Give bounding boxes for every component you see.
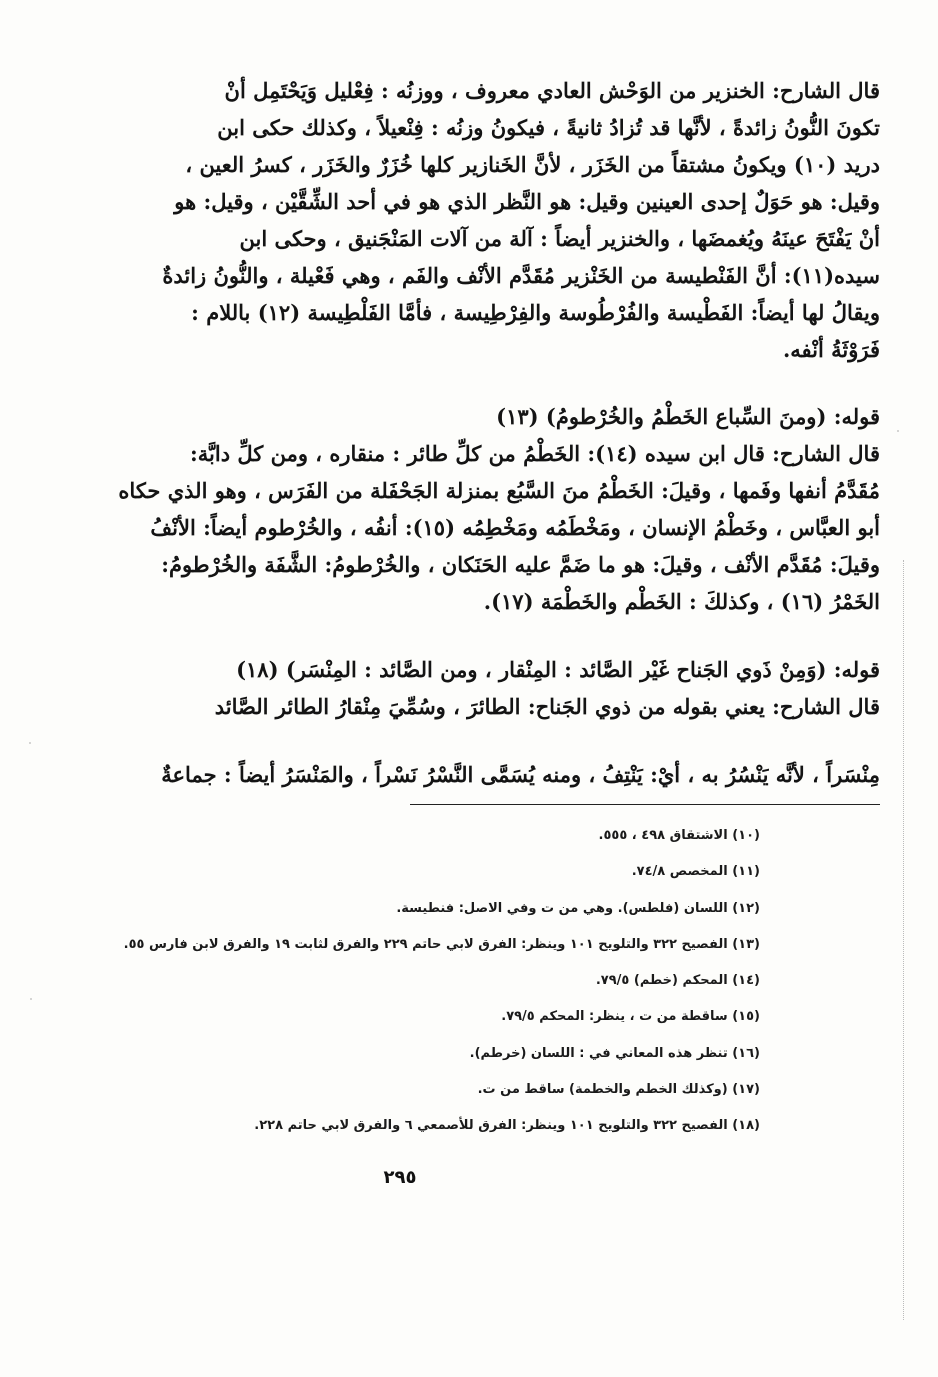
text-line: تكونَ النُّونُ زائدةً ، لأنَّها قد تُزادُ ثانيةً ، فيكونُ وزنُه : فِنْعيلاً ، وكذلك حكى ابن — [217, 115, 880, 140]
footnote: (١٠) الاشتقاق ٤٩٨ ، ٥٥٥. — [598, 828, 760, 843]
footnote: (١٨) الفصيح ٣٢٢ والتلويح ١٠١ وينظر: الفرق للأصمعي ٦ والفرق لابي حاتم ٢٢٨. — [254, 1118, 760, 1134]
scan-edge-line — [903, 560, 904, 1320]
text-line: قوله: (وَمِنْ ذَوي الجَناح غَيْر الصَّائد : المِنْقار ، ومن الصَّائد : المِنْسَر) (١٨) — [236, 657, 880, 682]
text-line: سيده(١١): أنَّ الفَنْطيسة من الخَنْزير مُقَدَّم الأنْف والفَم ، وهي فَعْيلة ، والنُّونُ زائدةٌ — [162, 263, 880, 288]
paragraph-khinzir — [74, 72, 880, 368]
footnote: (١٧) (وكذلك الخطم والخطمة) ساقط من ت. — [477, 1082, 760, 1098]
text-line: مُقَدَّمُ أنفها وفَمها ، وقيلَ: الخَطْمُ منَ السَّبُع بمنزلة الجَحْفَلة من الفَرَس ، وهو الذي حكاه — [118, 478, 880, 503]
scan-speck — [897, 430, 899, 432]
text-line: وقيل: هو حَوَلٌ إحدى العينين وقيل: هو النَّظر الذي هو في أحد الشِّقَّيْن ، وقيل: هو — [174, 189, 880, 214]
paragraph-khatm — [74, 398, 880, 620]
text-line: أبو العبَّاس ، وخَطْمُ الإنسان ، ومَخْطَمُه ومَخْطِمُه (١٥): أنفُه ، والخُرْطوم أيضاً: الأنْفُ — [150, 515, 880, 540]
scan-speck — [30, 998, 32, 1000]
text-line: مِنْسَراً ، لأنَّه يَنْسُرُ به ، أيْ: يَنْتِفُ ، ومنه يُسَمَّى النَّسْرُ نَسْراً ، والمَنْسَرُ أيضاً : جماعةٌ — [161, 762, 880, 787]
footnote: (١١) المخصص ٧٤/٨. — [631, 864, 760, 880]
paragraph-minqar — [74, 651, 880, 725]
paragraph-minsar — [74, 756, 880, 793]
text-line: ويقالُ لها أيضاً: الفَطْيسة والفُرْطُوسة والفِرْطِيسة ، فأمَّا الفَلْطِيسة (١٢) باللام : — [191, 300, 880, 325]
text-line: الخَمْرُ (١٦) ، وكذلكَ : الخَطْم والخَطْمَة (١٧). — [483, 589, 880, 614]
text-line: قال الشارح: قال ابن سيده (١٤): الخَطْمُ من كلِّ طائر : منقاره ، ومن كلِّ دابَّة: — [190, 441, 880, 466]
page-number: ٢٩٥ — [383, 1167, 417, 1188]
footnote: (١٢) اللسان (فلطس). وهي من ت وفي الاصل: فنطيسة. — [396, 900, 760, 916]
footnote: (١٥) ساقطة من ت ، ينظر: المحكم ٧٩/٥. — [501, 1009, 760, 1025]
footnote-separator — [410, 804, 880, 805]
text-line: أنْ يَفْتَحَ عينَهُ ويُغمضَها ، والخنزير أيضاً : آلة من آلات المَنْجَنيق ، وحكى ابن — [239, 226, 880, 251]
footnotes — [123, 826, 760, 1153]
text-line: قال الشارح: يعني بقوله من ذوي الجَناح: الطائرَ ، وسُمِّيَ مِنْقارُ الطائر الصَّائد — [214, 694, 880, 719]
footnote: (١٤) المحكم (خطم) ٧٩/٥. — [595, 973, 760, 989]
text-line: قوله: (ومنَ السِّباع الخَطْمُ والخُرْطومُ) (١٣) — [496, 404, 880, 429]
footnote: (١٦) تنظر هذه المعاني في : اللسان (خرطم). — [469, 1045, 760, 1061]
text-line: دريد (١٠) ويكونُ مشتقاً من الخَزَر ، لأنَّ الخَنازير كلها خُزَرٌ والخَزَر ، كسرُ العين ، — [185, 152, 880, 177]
footnote: (١٣) الفصيح ٣٢٢ والتلويح ١٠١ وينظر: الفرق لابي حاتم ٢٢٩ والفرق لثابت ١٩ والفرق لابن فارس ٥٥. — [123, 936, 760, 952]
text-line: وقيلَ: مُقَدَّم الأنْف ، وقيلَ: هو ما ضَمَّ عليه الحَنَكان ، والخُرْطومُ: الشَّفَة والخُرْطومُ: — [161, 552, 880, 577]
scan-speck — [29, 742, 31, 744]
text-line: قال الشارح: الخنزير من الوَحْش العادي معروف ، ووزنُه : فِعْليل وَيَحْتَمِل أنْ — [224, 78, 880, 103]
text-line: فَرَوْثَةُ أنْفه. — [782, 337, 880, 362]
